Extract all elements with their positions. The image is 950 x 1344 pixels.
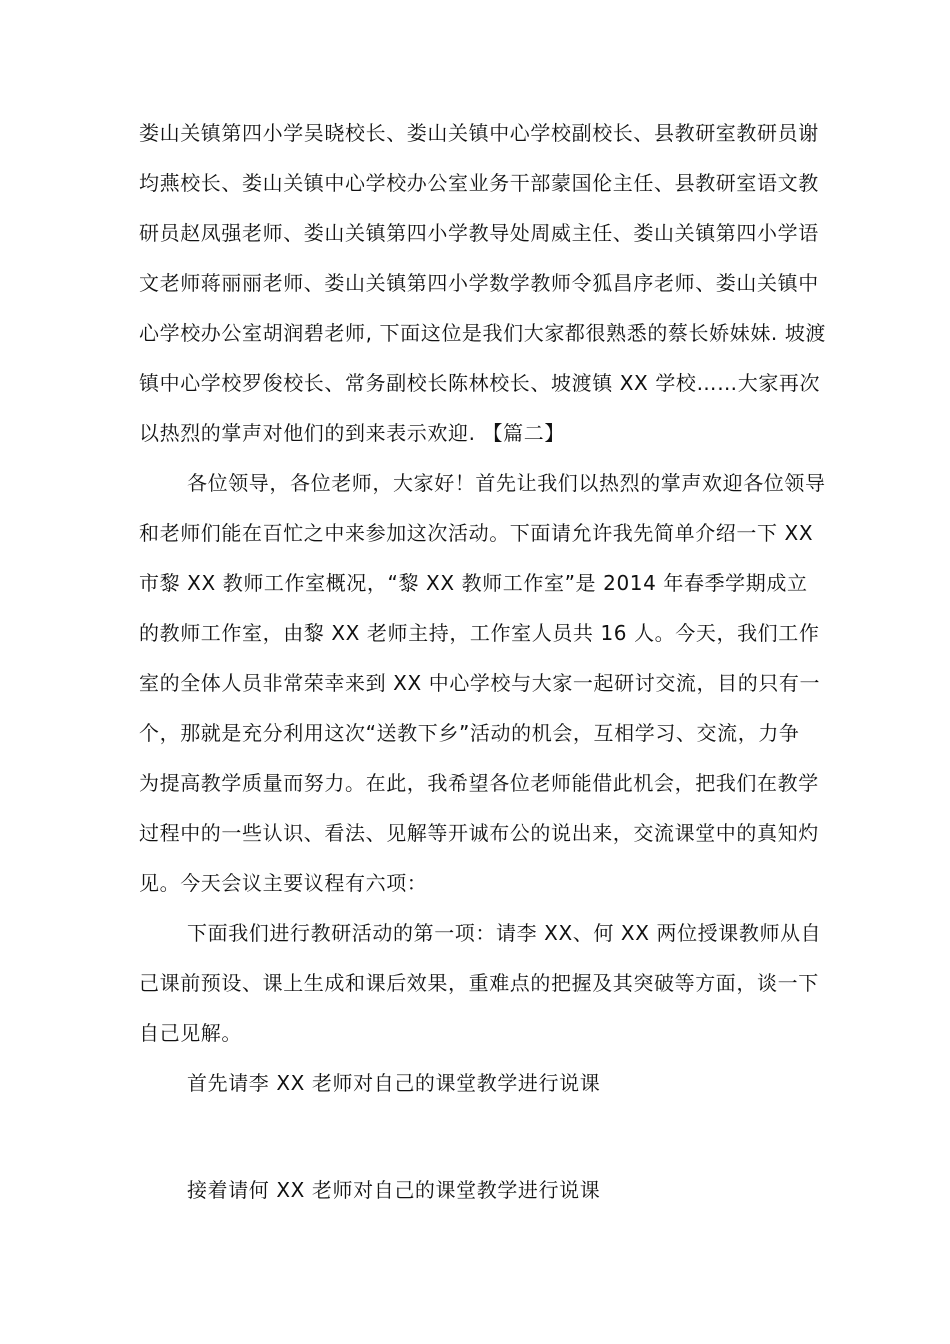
text-line: 以热烈的掌声对他们的到来表示欢迎. 【篇二】 xyxy=(139,421,565,445)
paragraph-start-line: 下面我们进行教研活动的第一项：请李 XX、何 XX 两位授课教师从自 xyxy=(187,921,822,945)
text-line: 和老师们能在百忙之中来参加这次活动。下面请允许我先简单介绍一下 XX xyxy=(139,521,814,545)
text-line: 研员赵凤强老师、娄山关镇第四小学教导处周威主任、娄山关镇第四小学语 xyxy=(139,221,819,245)
text-line: 己课前预设、课上生成和课后效果，重难点的把握及其突破等方面，谈一下 xyxy=(139,971,819,995)
text-line: 个，那就是充分利用这次“送教下乡”活动的机会，互相学习、交流，力争 xyxy=(139,721,800,745)
text-line: 的教师工作室，由黎 XX 老师主持，工作室人员共 16 人。今天，我们工作 xyxy=(139,621,820,645)
text-line: 心学校办公室胡润碧老师, 下面这位是我们大家都很熟悉的蔡长娇妹妹. 坡渡 xyxy=(139,321,827,345)
paragraph-line: 接着请何 XX 老师对自己的课堂教学进行说课 xyxy=(187,1178,601,1202)
text-line: 自己见解。 xyxy=(139,1021,242,1045)
text-line: 娄山关镇第四小学吴晓校长、娄山关镇中心学校副校长、县教研室教研员谢 xyxy=(139,121,819,145)
text-line: 见。今天会议主要议程有六项： xyxy=(139,871,428,895)
paragraph-line: 首先请李 XX 老师对自己的课堂教学进行说课 xyxy=(187,1071,601,1095)
text-line: 市黎 XX 教师工作室概况，“黎 XX 教师工作室”是 2014 年春季学期成立 xyxy=(139,571,808,595)
text-line: 文老师蒋丽丽老师、娄山关镇第四小学数学教师令狐昌序老师、娄山关镇中 xyxy=(139,271,819,295)
text-line: 均燕校长、娄山关镇中心学校办公室业务干部蒙国伦主任、县教研室语文教 xyxy=(139,171,819,195)
text-line: 为提高教学质量而努力。在此，我希望各位老师能借此机会，把我们在教学 xyxy=(139,771,819,795)
paragraph-start-line: 各位领导，各位老师，大家好！首先让我们以热烈的掌声欢迎各位领导 xyxy=(187,471,826,495)
text-line: 镇中心学校罗俊校长、常务副校长陈林校长、坡渡镇 XX 学校……大家再次 xyxy=(139,371,821,395)
text-line: 过程中的一些认识、看法、见解等开诚布公的说出来，交流课堂中的真知灼 xyxy=(139,821,819,845)
text-line: 室的全体人员非常荣幸来到 XX 中心学校与大家一起研讨交流，目的只有一 xyxy=(139,671,821,695)
